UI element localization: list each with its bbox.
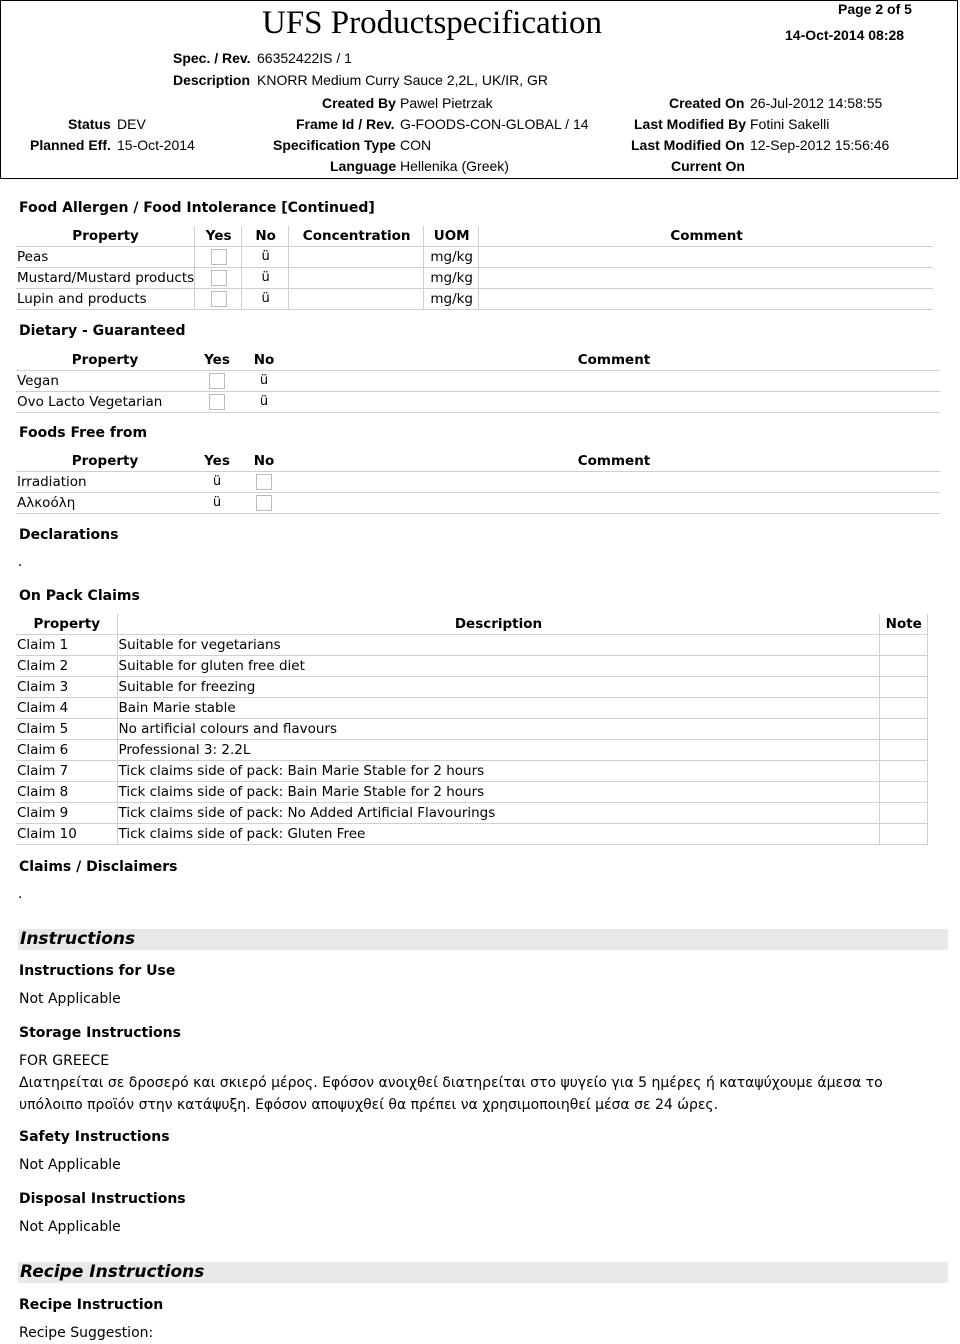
table-row	[16, 656, 928, 677]
instructions-heading: Instructions	[20, 929, 136, 949]
claims-section-title: On Pack Claims	[19, 588, 140, 604]
instructions-band	[18, 929, 948, 950]
claim-property: Claim 9	[16, 803, 117, 824]
description-label: Description	[173, 72, 251, 88]
comment-cell	[287, 493, 940, 514]
claims-header-row	[16, 614, 928, 635]
claim-description: Tick claims side of pack: No Added Artificial Flavourings	[117, 803, 879, 824]
row-property: Peas	[16, 247, 195, 268]
col-property: Property	[16, 614, 117, 635]
claim-note	[879, 719, 928, 740]
comment-cell	[287, 392, 940, 413]
description-value: KNORR Medium Curry Sauce 2,2L, UK/IR, GR	[257, 72, 548, 88]
free-from-table	[16, 451, 940, 514]
claims-table	[16, 614, 928, 845]
claim-property: Claim 7	[16, 761, 117, 782]
col-no: No	[242, 226, 289, 247]
storage-region: FOR GREECE	[19, 1053, 110, 1069]
last-modified-by-label: Last Modified By	[634, 116, 747, 132]
claim-property: Claim 1	[16, 635, 117, 656]
claim-property: Claim 6	[16, 740, 117, 761]
comment-cell	[287, 472, 940, 493]
safety-instructions-title: Safety Instructions	[19, 1129, 170, 1145]
uom-cell: mg/kg	[424, 289, 479, 310]
declarations-section-title: Declarations	[19, 527, 119, 543]
instructions-for-use-title: Instructions for Use	[19, 963, 176, 979]
page-number: Page 2 of 5	[838, 1, 912, 17]
storage-instructions-title: Storage Instructions	[19, 1025, 181, 1041]
table-row	[16, 824, 928, 845]
col-property: Property	[16, 226, 195, 247]
claim-note	[879, 677, 928, 698]
col-description: Description	[117, 614, 879, 635]
language-label: Language	[330, 158, 397, 174]
comment-cell	[479, 268, 933, 289]
recipe-instruction-title: Recipe Instruction	[19, 1297, 164, 1313]
claim-description: Tick claims side of pack: Bain Marie Stable for 2 hours	[117, 761, 879, 782]
recipe-heading: Recipe Instructions	[20, 1262, 205, 1282]
table-row	[16, 247, 933, 268]
claim-note	[879, 824, 928, 845]
comment-cell	[287, 371, 940, 392]
dietary-table	[16, 350, 940, 413]
claim-note	[879, 761, 928, 782]
claim-description: No artificial colours and flavours	[117, 719, 879, 740]
row-property: Lupin and products	[16, 289, 195, 310]
page-title: UFS Productspecification	[262, 5, 603, 41]
comment-cell	[479, 289, 933, 310]
current-on-label: Current On	[671, 158, 745, 174]
uom-cell: mg/kg	[424, 268, 479, 289]
claim-property: Claim 8	[16, 782, 117, 803]
check-mark-icon: ü	[259, 373, 269, 388]
row-property: Αλκοόλη	[16, 493, 193, 514]
planned-value: 15-Oct-2014	[117, 137, 195, 153]
dietary-section-title: Dietary - Guaranteed	[19, 323, 186, 339]
col-no: No	[240, 451, 287, 472]
col-property: Property	[16, 350, 193, 371]
last-modified-by-value: Fotini Sakelli	[750, 116, 830, 132]
print-date: 14-Oct-2014 08:28	[785, 27, 905, 43]
table-row	[16, 493, 940, 514]
yes-checkbox	[211, 249, 227, 265]
yes-checkbox	[211, 291, 227, 307]
table-row	[16, 371, 940, 392]
table-row	[16, 719, 928, 740]
claim-property: Claim 10	[16, 824, 117, 845]
table-row	[16, 698, 928, 719]
disclaimers-dot: .	[18, 886, 23, 902]
created-by-value: Pawel Pietrzak	[400, 95, 493, 111]
claim-description: Tick claims side of pack: Bain Marie Stable for 2 hours	[117, 782, 879, 803]
claim-property: Claim 5	[16, 719, 117, 740]
created-on-label: Created On	[669, 95, 745, 111]
claim-note	[879, 803, 928, 824]
table-row	[16, 289, 933, 310]
disposal-instructions-text: Not Applicable	[19, 1219, 121, 1235]
allergen-header-row	[16, 226, 933, 247]
table-row	[16, 803, 928, 824]
disposal-instructions-title: Disposal Instructions	[19, 1191, 186, 1207]
allergen-section-title: Food Allergen / Food Intolerance [Continued]	[19, 200, 375, 216]
claim-note	[879, 782, 928, 803]
yes-checkbox	[209, 373, 225, 389]
claim-note	[879, 698, 928, 719]
concentration-cell	[289, 268, 424, 289]
table-row	[16, 761, 928, 782]
free-from-section-title: Foods Free from	[19, 425, 148, 441]
claim-description: Suitable for vegetarians	[117, 635, 879, 656]
row-property: Vegan	[16, 371, 193, 392]
col-yes: Yes	[193, 350, 240, 371]
spec-rev-label: Spec. / Rev.	[173, 50, 251, 66]
spec-type-label: Specification Type	[273, 137, 396, 153]
disclaimers-section-title: Claims / Disclaimers	[19, 859, 178, 875]
check-mark-icon: ü	[259, 394, 269, 409]
recipe-band	[18, 1262, 948, 1283]
table-row	[16, 472, 940, 493]
comment-cell	[479, 247, 933, 268]
claim-description: Tick claims side of pack: Gluten Free	[117, 824, 879, 845]
spec-type-value: CON	[400, 137, 432, 153]
storage-instructions-text: Διατηρείται σε δροσερό και σκιερό μέρος. Εφόσον ανοιχθεί διατηρείται στο ψυγείο για 5 ημέρες ή καταψύχουμε άμεσα το υπόλοιπο προϊόν στην κατάψυξη. Εφόσον αποψυχθεί θα πρέπει να χρησιμοποιηθεί μέσα σε 24 ώρες.	[19, 1075, 883, 1113]
table-row	[16, 392, 940, 413]
table-row	[16, 740, 928, 761]
frame-id-label: Frame Id / Rev.	[296, 116, 395, 132]
col-uom: UOM	[424, 226, 479, 247]
dietary-header-row	[16, 350, 940, 371]
concentration-cell	[289, 247, 424, 268]
uom-cell: mg/kg	[424, 247, 479, 268]
claim-description: Suitable for freezing	[117, 677, 879, 698]
last-modified-on-label: Last Modified On	[631, 137, 745, 153]
planned-label: Planned Eff.	[30, 137, 111, 153]
table-row	[16, 635, 928, 656]
col-no: No	[240, 350, 287, 371]
row-property: Ovo Lacto Vegetarian	[16, 392, 193, 413]
table-row	[16, 268, 933, 289]
frame-id-value: G-FOODS-CON-GLOBAL / 14	[400, 116, 589, 132]
status-label: Status	[68, 116, 111, 132]
check-mark-icon: ü	[261, 270, 270, 285]
table-row	[16, 677, 928, 698]
claim-property: Claim 3	[16, 677, 117, 698]
claim-description: Bain Marie stable	[117, 698, 879, 719]
check-mark-icon: ü	[261, 291, 270, 306]
language-value: Hellenika (Greek)	[400, 158, 509, 174]
col-comment: Comment	[479, 226, 933, 247]
claim-note	[879, 656, 928, 677]
row-property: Mustard/Mustard products	[16, 268, 195, 289]
status-value: DEV	[117, 116, 146, 132]
col-note: Note	[879, 614, 928, 635]
allergen-table	[16, 226, 933, 310]
col-yes: Yes	[193, 451, 240, 472]
col-comment: Comment	[287, 451, 940, 472]
yes-checkbox	[209, 394, 225, 410]
yes-checkbox	[211, 270, 227, 286]
col-yes: Yes	[195, 226, 242, 247]
created-on-value: 26-Jul-2012 14:58:55	[750, 95, 883, 111]
concentration-cell	[289, 289, 424, 310]
safety-instructions-text: Not Applicable	[19, 1157, 121, 1173]
check-mark-icon: ü	[212, 474, 222, 489]
claim-property: Claim 2	[16, 656, 117, 677]
check-mark-icon: ü	[261, 249, 270, 264]
no-checkbox	[256, 474, 272, 490]
created-by-label: Created By	[322, 95, 396, 111]
last-modified-on-value: 12-Sep-2012 15:56:46	[750, 137, 890, 153]
recipe-suggestion-text: Recipe Suggestion:	[19, 1325, 154, 1341]
claim-note	[879, 740, 928, 761]
col-property: Property	[16, 451, 193, 472]
no-checkbox	[256, 495, 272, 511]
claim-note	[879, 635, 928, 656]
free-from-header-row	[16, 451, 940, 472]
table-row	[16, 782, 928, 803]
row-property: Irradiation	[16, 472, 193, 493]
instructions-for-use-text: Not Applicable	[19, 991, 121, 1007]
col-concentration: Concentration	[289, 226, 424, 247]
claim-property: Claim 4	[16, 698, 117, 719]
claim-description: Suitable for gluten free diet	[117, 656, 879, 677]
claim-description: Professional 3: 2.2L	[117, 740, 879, 761]
declarations-dot: .	[18, 554, 23, 570]
col-comment: Comment	[287, 350, 940, 371]
spec-rev-value: 66352422IS / 1	[257, 50, 352, 66]
check-mark-icon: ü	[212, 495, 222, 510]
